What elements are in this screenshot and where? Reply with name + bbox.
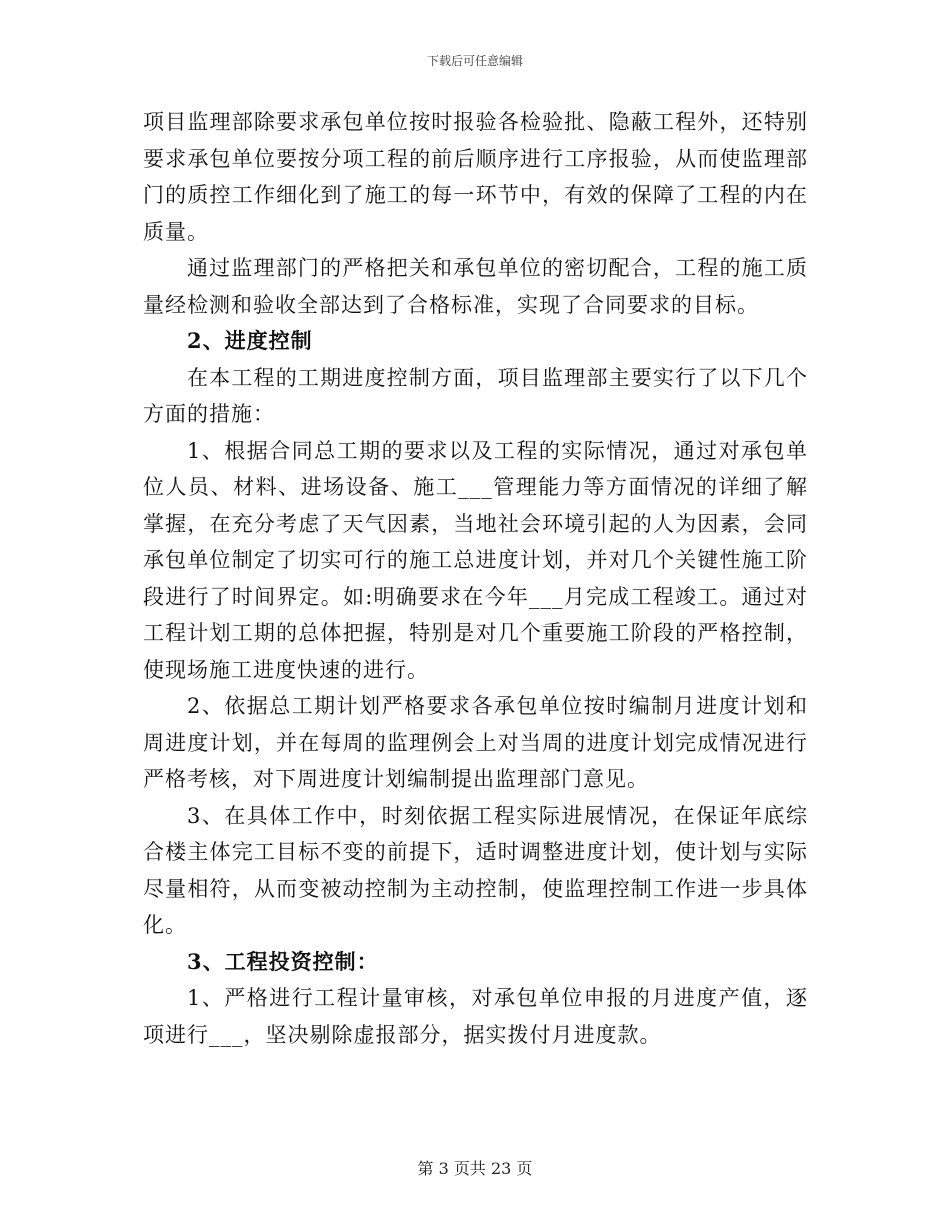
- paragraph-schedule-measure-1: 1、根据合同总工期的要求以及工程的实际情况，通过对承包单位人员、材料、进场设备、施工___管理能力等方面情况的详细了解掌握，在充分考虑了天气因素，当地社会环境引起的人为因素，会同承包单位制定了切实可行的施工总进度计划，并对几个关键性施工阶段进行了时间界定。如:明确要求在今年___月完成工程竣工。通过对工程计划工期的总体把握，特别是对几个重要施工阶段的严格控制，使现场施工进度快速的进行。: [143, 438, 808, 682]
- paragraph-schedule-measure-2: 2、依据总工期计划严格要求各承包单位按时编制月进度计划和周进度计划，并在每周的监理例会上对当周的进度计划完成情况进行严格考核，对下周进度计划编制提出监理部门意见。: [143, 694, 808, 791]
- document-body: [143, 104, 808, 1053]
- paragraph-schedule-intro: 在本工程的工期进度控制方面，项目监理部主要实行了以下几个方面的措施：: [143, 365, 808, 426]
- page-header-note: 下载后可任意编辑: [426, 54, 523, 68]
- page-number: 第 3 页共 23 页: [417, 1159, 533, 1178]
- paragraph-quality-inspection: 项目监理部除要求承包单位按时报验各检验批、隐蔽工程外，还特别要求承包单位要按分项工程的前后顺序进行工序报验，从而使监理部门的质控工作细化到了施工的每一环节中，有效的保障了工程的内在质量。: [143, 110, 808, 244]
- heading-schedule-control: 2、进度控制: [187, 328, 313, 353]
- paragraph-schedule-measure-3: 3、在具体工作中，时刻依据工程实际进展情况，在保证年底综合楼主体完工目标不变的前提下，适时调整进度计划，使计划与实际尽量相符，从而变被动控制为主动控制，使监理控制工作进一步具体化。: [143, 803, 808, 937]
- paragraph-quality-result: 通过监理部门的严格把关和承包单位的密切配合，工程的施工质量经检测和验收全部达到了合格标准，实现了合同要求的目标。: [143, 256, 808, 317]
- heading-investment-control: 3、工程投资控制：: [187, 948, 379, 974]
- paragraph-investment-measure-1: 1、严格进行工程计量审核，对承包单位申报的月进度产值，逐项进行___，坚决剔除虚报部分，据实拨付月进度款。: [143, 986, 808, 1047]
